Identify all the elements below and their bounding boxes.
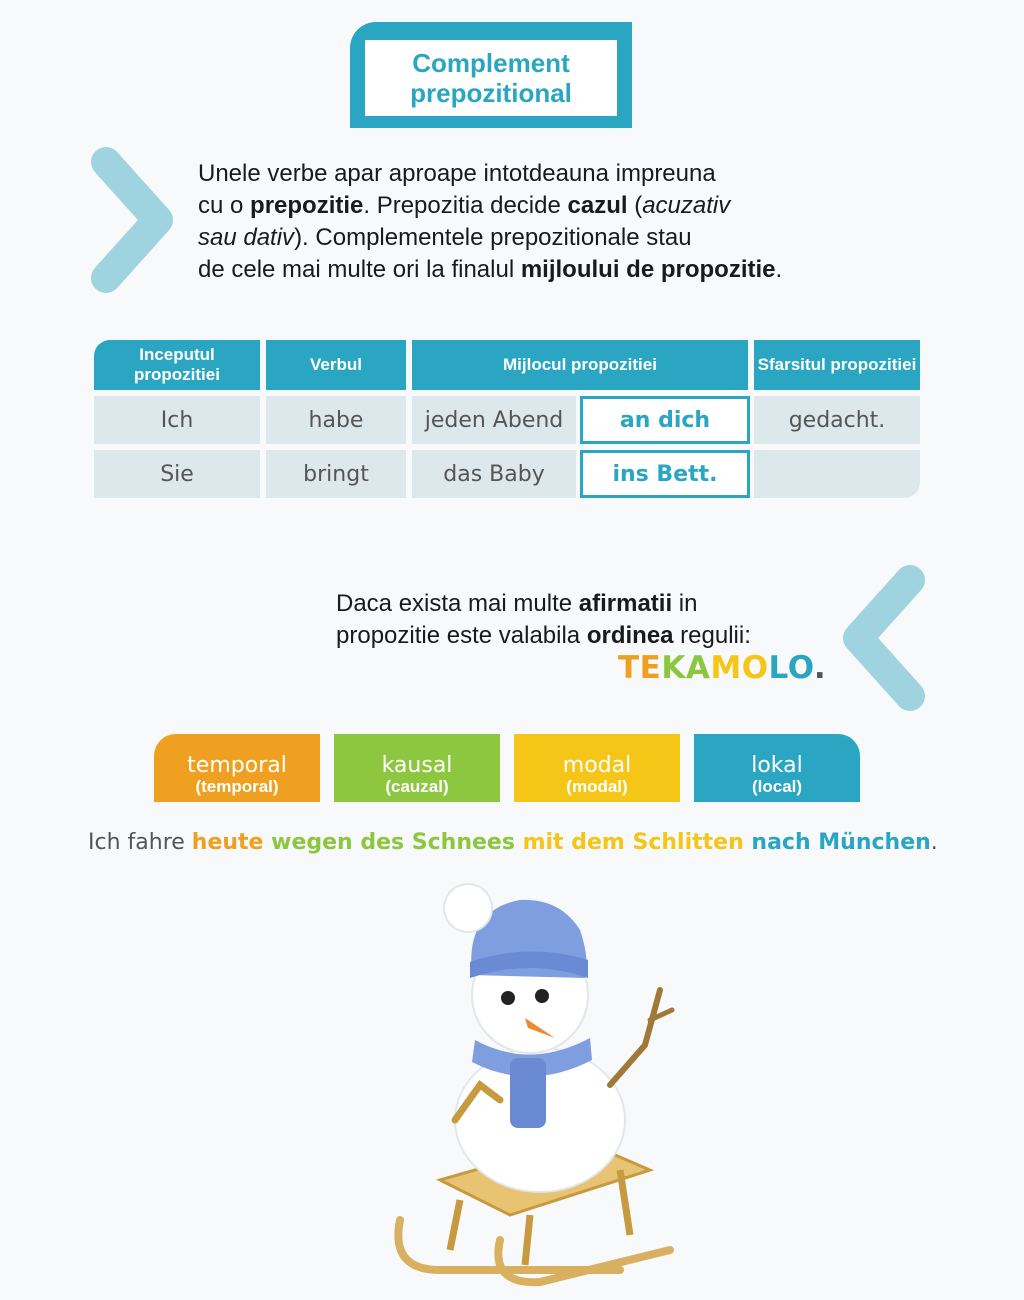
rule-line-1: Daca exista mai multe afirmatii in <box>336 590 698 617</box>
table-cell: gedacht. <box>754 396 920 444</box>
table-cell: Ich <box>94 396 260 444</box>
table-cell: bringt <box>266 450 406 498</box>
prepositional-object: ins Bett. <box>580 450 750 498</box>
header-sfarsitul: Sfarsitul propozitiei <box>754 340 920 390</box>
term-mijlocul: mijloului de propozitie <box>520 256 776 283</box>
prepositional-object: an dich <box>580 396 750 444</box>
term-cazul: cazul <box>567 192 628 219</box>
intro-paragraph <box>198 158 918 286</box>
header-mijlocul: Mijlocul propozitiei <box>412 340 748 390</box>
table-cell: habe <box>266 396 406 444</box>
chevron-left-icon <box>832 562 932 714</box>
header-verbul: Verbul <box>266 340 406 390</box>
snowman-illustration <box>380 870 700 1290</box>
category-temporal: temporal (temporal) <box>154 734 320 802</box>
title-line-1: Complement <box>412 48 570 78</box>
intro-line-4: de cele mai multe ori la finalul mijloului de propozitie. <box>198 256 783 283</box>
category-modal: modal (modal) <box>514 734 680 802</box>
intro-line-1: Unele verbe apar aproape intotdeauna impreuna <box>198 160 716 187</box>
example-sentence: Ich fahre heute wegen des Schnees mit dem Schlitten nach München. <box>88 830 938 855</box>
title-box <box>350 22 632 128</box>
table-cell: Sie <box>94 450 260 498</box>
title-line-2: prepozitional <box>410 78 572 108</box>
table-cell: jeden Abend <box>412 396 576 444</box>
sentence-structure-table <box>94 340 920 500</box>
table-cell: das Baby <box>412 450 576 498</box>
intro-line-3: sau dativ). Complementele prepozitionale stau <box>198 224 692 251</box>
rule-line-2: propozitie este valabila ordinea regulii: <box>336 622 751 649</box>
category-lokal: lokal (local) <box>694 734 860 802</box>
intro-line-2: cu o prepozitie. Prepozitia decide cazul (acuzativ <box>198 192 731 219</box>
header-inceputul: Inceputul propozitiei <box>94 340 260 390</box>
page-title <box>365 40 617 116</box>
table-cell <box>754 450 920 498</box>
category-kausal: kausal (cauzal) <box>334 734 500 802</box>
chevron-right-icon <box>84 144 184 296</box>
tekamolo-word: TEKAMOLO. <box>618 650 827 686</box>
term-prepozitie: prepozitie <box>250 192 364 219</box>
rule-paragraph <box>336 588 836 652</box>
term-afirmatii: afirmatii <box>578 590 673 617</box>
term-ordinea: ordinea <box>586 622 674 649</box>
